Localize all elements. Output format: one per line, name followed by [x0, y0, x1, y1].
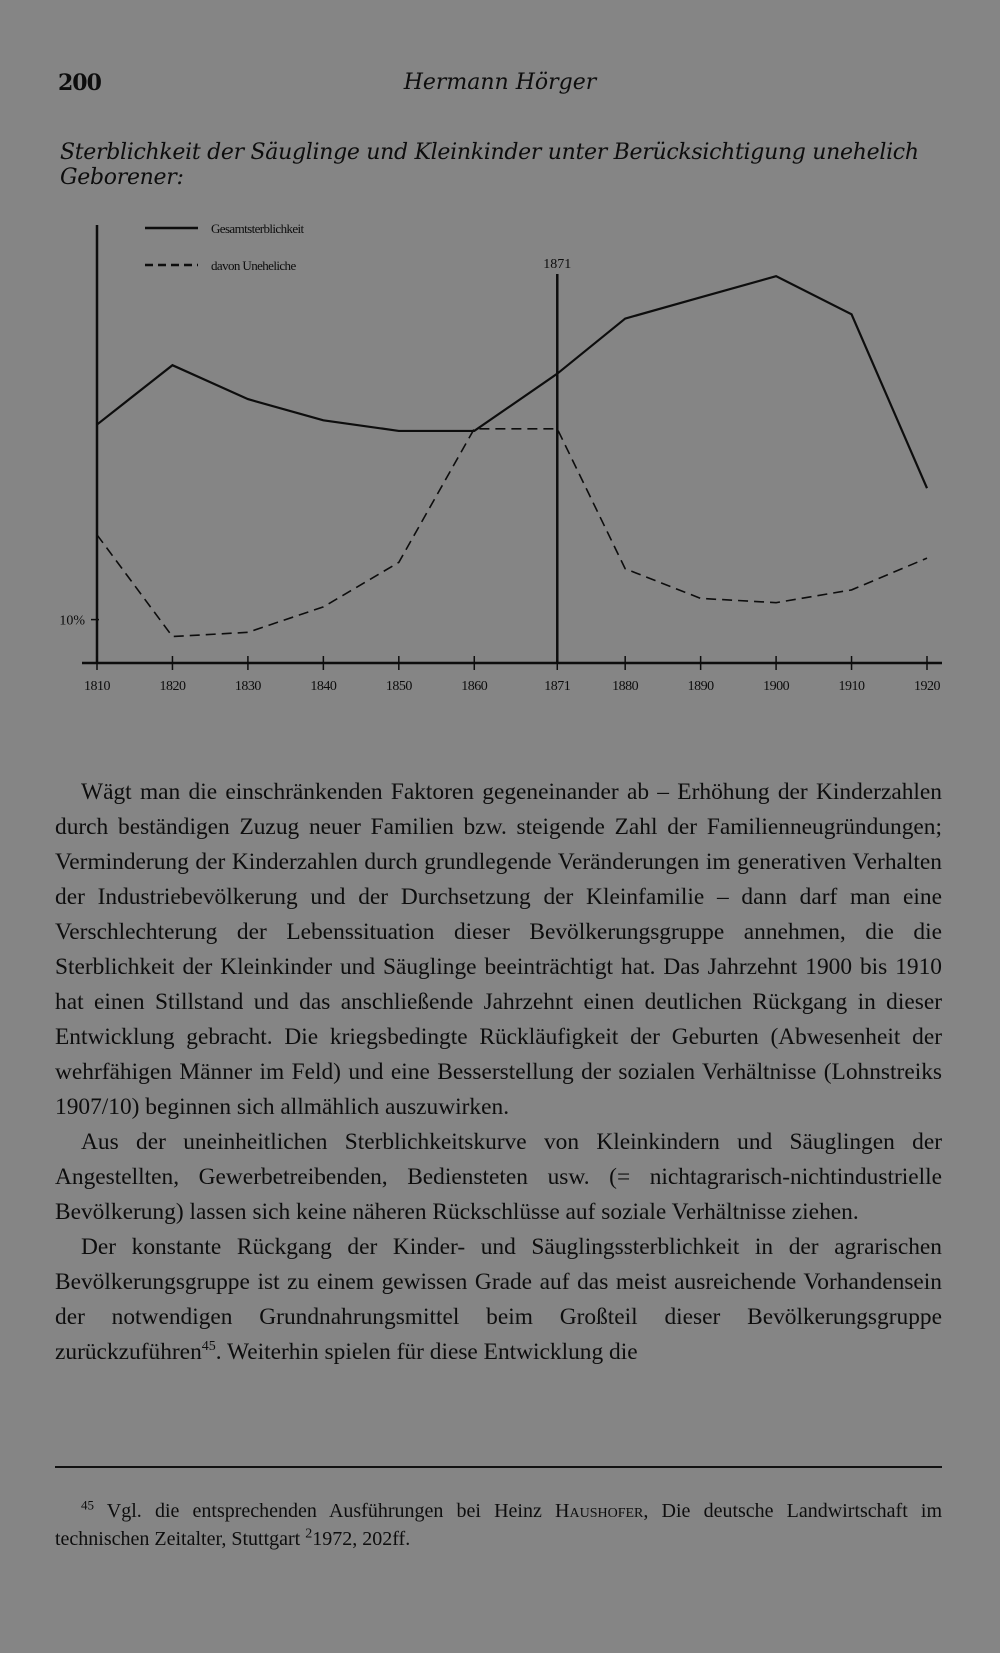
x-tick-label: 1840 — [310, 679, 337, 694]
paragraph-1: Wägt man die einschränkenden Faktoren gegeneinander ab – Erhöhung der Kinderzahlen durch beständigen Zuzug neuer Familien bzw. steigende Zahl der Familienneugründungen; Verminderung der Kinderzahlen durch grundlegende Veränderungen im generativen Verhalten der Industriebevölkerung und der Durchsetzung der Kleinfamilie – dann darf man eine Verschlechterung der Lebenssituation dieser Bevölkerungsgruppe annehmen, die die Sterblichkeit der Kleinkinder und Säuglinge beeinträchtigt hat. Das Jahrzehnt 1900 bis 1910 hat einen Stillstand und das anschließende Jahrzehnt einen deutlichen Rückgang in dieser Entwicklung gebracht. Die kriegsbedingte Rückläufigkeit der Geburten (Abwesenheit der wehrfähigen Männer im Feld) und eine Besserstellung der sozialen Verhältnisse (Lohnstreiks 1907/10) beginnen sich allmählich auszuwirken. — [55, 779, 942, 1120]
series-line-total — [97, 276, 927, 488]
page-number: 200 — [58, 70, 101, 96]
x-tick-label: 1820 — [159, 679, 186, 694]
paragraph-2: Aus der uneinheitlichen Sterblichkeitskurve von Kleinkindern und Säuglingen der Angestellten, Gewerbetreibenden, Bediensteten usw. (= nichtagrarisch-nichtindustrielle Bevölkerung) lassen sich keine näheren Rückschlüsse auf soziale Verhältnisse ziehen. — [55, 1129, 942, 1225]
footnote-45 — [55, 1497, 942, 1553]
x-tick-label: 1830 — [234, 679, 261, 694]
footnote-author: Haushofer — [555, 1500, 644, 1522]
footnote-reference: 45 — [201, 1339, 216, 1355]
paragraph-3 — [55, 1230, 942, 1370]
body-text — [55, 775, 942, 1370]
chart-marks — [97, 276, 927, 636]
x-tick-label: 1900 — [763, 679, 790, 694]
mortality-line-chart — [0, 200, 1000, 720]
footnote-edition: 2 — [305, 1526, 313, 1542]
legend-label: davon Uneheliche — [211, 258, 296, 273]
paragraph-3-text: Der konstante Rückgang der Kinder- und Säuglingssterblichkeit in der agrarischen Bevölkerungsgruppe ist zu einem gewissen Grade auf das meist ausreichende Vorhandensein der notwendigen Grundnahrungsmittel beim Großteil dieser Bevölkerungsgruppe zurückzuführen — [55, 1234, 942, 1365]
footnote-number: 45 — [81, 1497, 94, 1513]
paragraph-3-continued: . Weiterhin spielen für diese Entwicklung die — [215, 1339, 638, 1365]
x-tick-label: 1880 — [612, 679, 639, 694]
figure-caption: Sterblichkeit der Säuglinge und Kleinkinder unter Berücksichtigung unehelich Geborener: — [60, 140, 919, 190]
x-tick-label: 1850 — [385, 679, 412, 694]
chart-axes — [59, 225, 942, 694]
x-tick-label: 1860 — [461, 679, 488, 694]
legend-label: Gesamtsterblichkeit — [211, 221, 304, 236]
footnote-title: , Die deutsche Landwirtschaft im technischen Zeitalter, Stuttgart — [55, 1500, 943, 1550]
x-tick-label: 1890 — [687, 679, 714, 694]
x-tick-label: 1910 — [838, 679, 865, 694]
marker-label: 1871 — [543, 257, 572, 272]
footnote-text: Vgl. die entsprechenden Ausführungen bei Heinz — [106, 1500, 542, 1522]
x-tick-label: 1920 — [914, 679, 940, 694]
chart-legend — [145, 221, 305, 273]
footnote-year-pages: 1972, 202ff. — [312, 1528, 411, 1550]
y-tick-label: 10% — [59, 613, 85, 629]
footnote-divider — [55, 1466, 942, 1468]
x-tick-label: 1810 — [84, 679, 110, 694]
running-head: Hermann Hörger — [403, 70, 597, 95]
series-line-illegitimate — [97, 429, 927, 637]
x-tick-label: 1871 — [544, 679, 571, 694]
